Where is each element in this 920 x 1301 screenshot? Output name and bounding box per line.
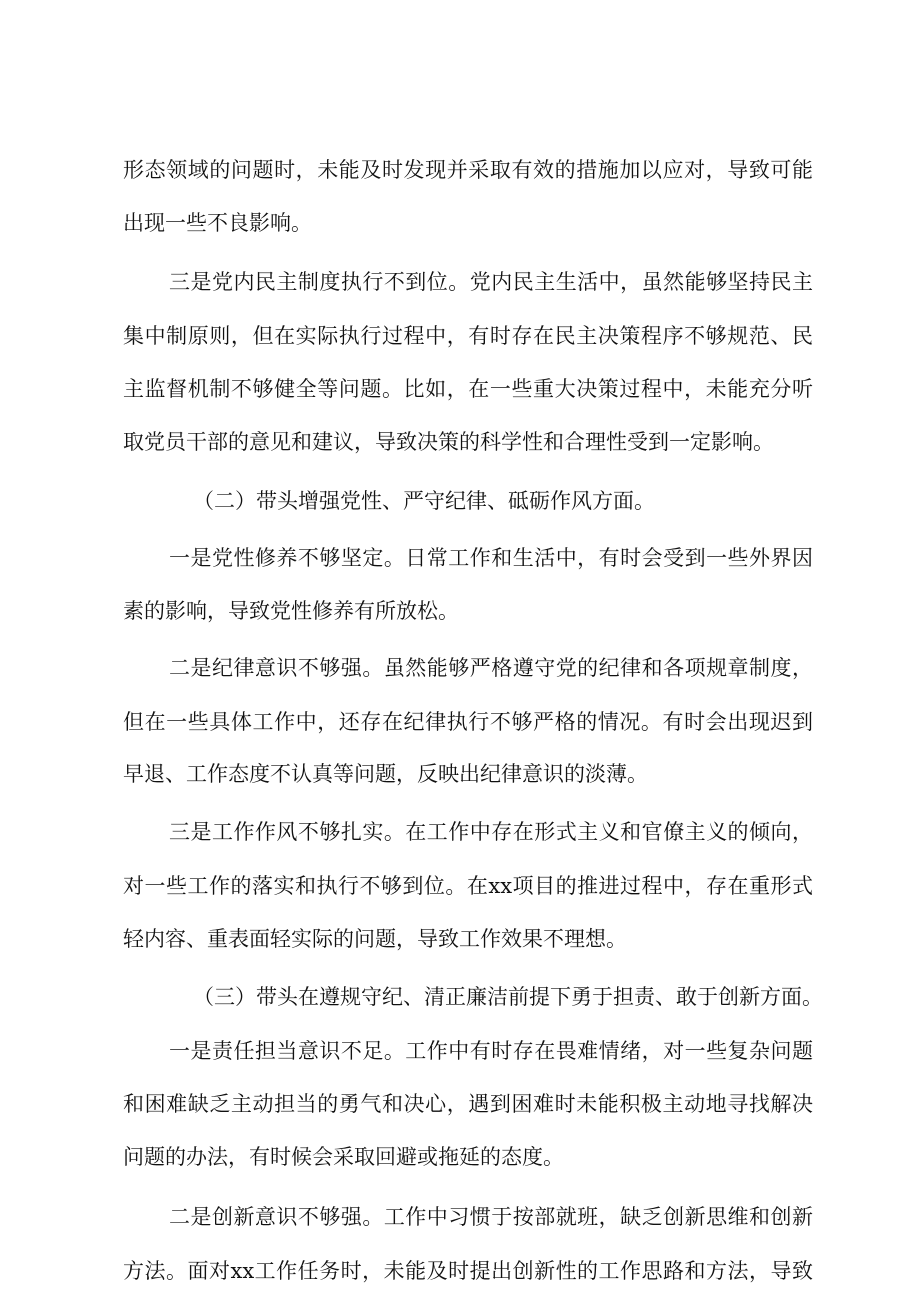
section-heading: （二）带头增强党性、严守纪律、砥砺作风方面。 bbox=[193, 489, 655, 513]
section-heading: （三）带头在遵规守纪、清正廉洁前提下勇于担责、敢于创新方面。 bbox=[193, 985, 823, 1009]
text-line: 但在一些具体工作中，还存在纪律执行不够严格的情况。有时会出现迟到 bbox=[123, 710, 813, 734]
text-line: 问题的办法，有时候会采取回避或拖延的态度。 bbox=[123, 1145, 564, 1169]
paragraph-first-line: 一是责任担当意识不足。工作中有时存在畏难情绪，对一些复杂问题 bbox=[169, 1039, 813, 1063]
text-line: 方法。面对xx工作任务时，未能及时提出创新性的工作思路和方法，导致 bbox=[123, 1259, 813, 1283]
text-line: 集中制原则，但在实际执行过程中，有时存在民主决策程序不够规范、民 bbox=[123, 324, 813, 348]
text-line: 主监督机制不够健全等问题。比如，在一些重大决策过程中，未能充分听 bbox=[123, 377, 813, 401]
paragraph-first-line: 三是党内民主制度执行不到位。党内民主生活中，虽然能够坚持民主 bbox=[169, 270, 813, 294]
paragraph-first-line: 三是工作作风不够扎实。在工作中存在形式主义和官僚主义的倾向， bbox=[169, 820, 813, 844]
paragraph-first-line: 二是纪律意识不够强。虽然能够严格遵守党的纪律和各项规章制度， bbox=[169, 656, 813, 680]
text-line: 素的影响，导致党性修养有所放松。 bbox=[123, 599, 459, 623]
paragraph-first-line: 一是党性修养不够坚定。日常工作和生活中，有时会受到一些外界因 bbox=[169, 546, 813, 570]
text-line: 对一些工作的落实和执行不够到位。在xx项目的推进过程中，存在重形式 bbox=[123, 874, 813, 898]
text-line: 和困难缺乏主动担当的勇气和决心，遇到困难时未能积极主动地寻找解决 bbox=[123, 1092, 813, 1116]
text-line: 出现一些不良影响。 bbox=[123, 211, 312, 235]
text-line: 早退、工作态度不认真等问题，反映出纪律意识的淡薄。 bbox=[123, 762, 648, 786]
paragraph-first-line: 二是创新意识不够强。工作中习惯于按部就班，缺乏创新思维和创新 bbox=[169, 1205, 813, 1229]
text-line: 形态领域的问题时，未能及时发现并采取有效的措施加以应对，导致可能 bbox=[123, 158, 813, 182]
text-line: 轻内容、重表面轻实际的问题，导致工作效果不理想。 bbox=[123, 927, 627, 951]
text-line: 取党员干部的意见和建议，导致决策的科学性和合理性受到一定影响。 bbox=[123, 430, 774, 454]
